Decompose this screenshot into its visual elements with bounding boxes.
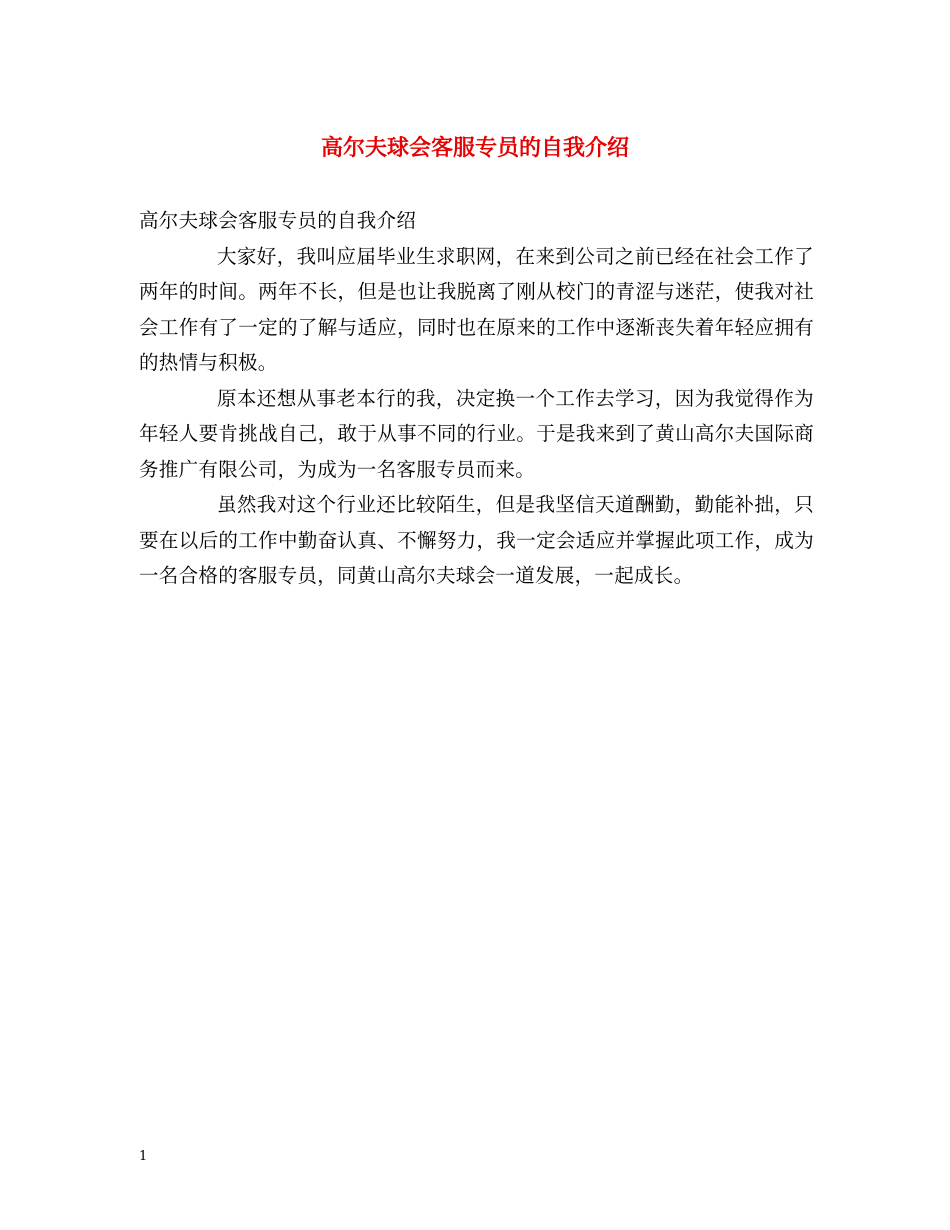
paragraph-1: 大家好，我叫应届毕业生求职网，在来到公司之前已经在社会工作了两年的时间。两年不长，但是也让我脱离了刚从校门的青涩与迷茫，使我对社会工作有了一定的了解与适应，同时也在原来的工作中逐渐丧失着年轻应拥有的热情与积极。 xyxy=(139,244,814,374)
document-title: 高尔夫球会客服专员的自我介绍 xyxy=(320,135,629,161)
paragraph-2: 原本还想从事老本行的我，决定换一个工作去学习，因为我觉得作为年轻人要肯挑战自己，敢于从事不同的行业。于是我来到了黄山高尔夫国际商务推广有限公司，为成为一名客服专员而来。 xyxy=(139,386,814,481)
document-subtitle: 高尔夫球会客服专员的自我介绍 xyxy=(139,209,417,232)
page-number: 1 xyxy=(139,1149,148,1164)
document-body xyxy=(139,203,814,594)
paragraph-3: 虽然我对这个行业还比较陌生，但是我坚信天道酬勤，勤能补拙，只要在以后的工作中勤奋认真、不懈努力，我一定会适应并掌握此项工作，成为一名合格的客服专员，同黄山高尔夫球会一道发展，一起成长。 xyxy=(139,493,814,587)
